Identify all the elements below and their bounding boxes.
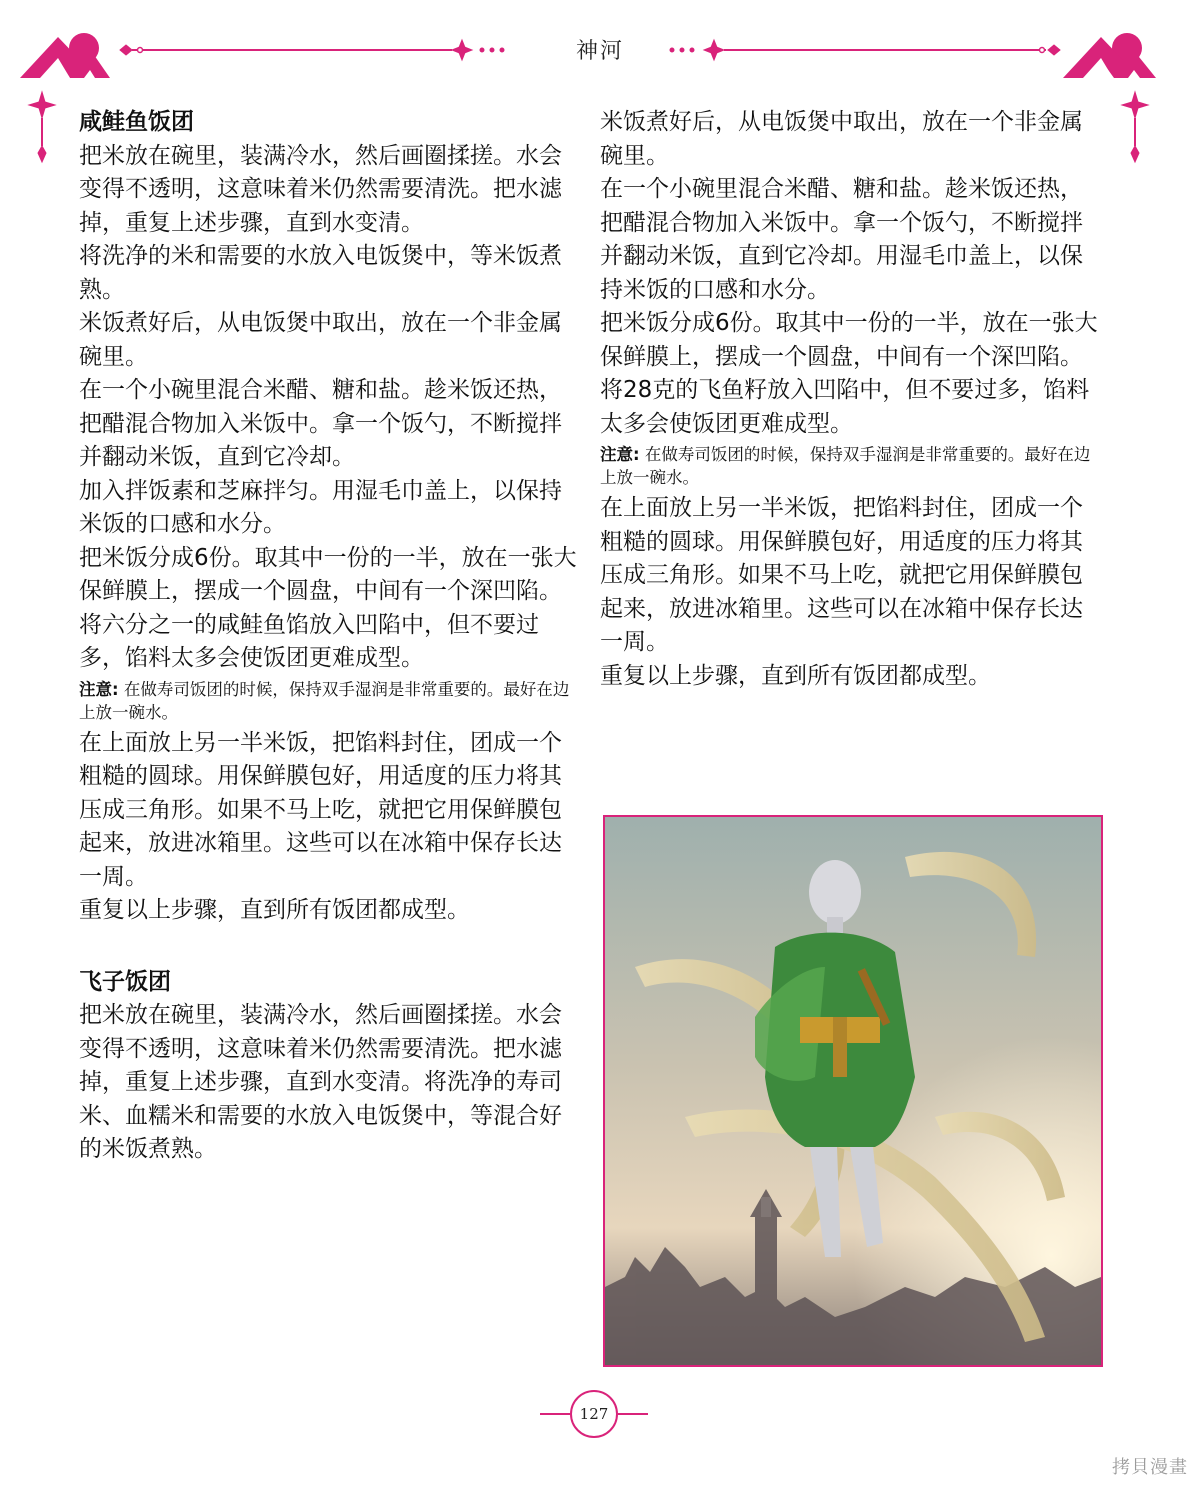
paragraph: 在一个小碗里混合米醋、糖和盐。趁米饭还热，把醋混合物加入米饭中。拿一个饭勺，不断搅拌并翻动米饭，直到它冷却。用湿毛巾盖上，以保持米饭的口感和水分。 <box>600 176 1083 303</box>
sparkle-star-icon-right <box>1122 92 1148 162</box>
note-text: 在做寿司饭团的时候，保持双手湿润是非常重要的。最好在边上放一碗水。 <box>600 445 1091 487</box>
paragraph: 将洗净的米和需要的水放入电饭煲中，等米饭煮熟。 <box>79 243 562 303</box>
paragraph: 重复以上步骤，直到所有饭团都成型。 <box>79 897 470 923</box>
paragraph: 加入拌饭素和芝麻拌匀。用湿毛巾盖上，以保持米饭的口感和水分。 <box>79 477 562 537</box>
paragraph: 在上面放上另一半米饭，把馅料封住，团成一个粗糙的圆球。用保鲜膜包好，用适度的压力将其压成三角形。如果不马上吃，就把它用保鲜膜包起来，放进冰箱里。这些可以在冰箱中保存长达一周。 <box>79 729 562 890</box>
paragraph: 把米放在碗里，装满冷水，然后画圈揉搓。水会变得不透明，这意味着米仍然需要清洗。把水滤掉，重复上述步骤，直到水变清。将洗净的寿司米、血糯米和需要的水放入电饭煲中，等混合好的米饭煮熟。 <box>79 1002 562 1162</box>
watermark: 拷貝漫畫 <box>1112 1457 1188 1478</box>
left-column <box>79 106 579 1167</box>
note-label: 注意: <box>79 679 119 699</box>
recipe-title-tobiko: 飞子饭团 <box>79 968 171 995</box>
note <box>79 678 579 724</box>
page-header-title: 神河 <box>575 39 624 64</box>
page-number: 127 <box>579 1405 609 1423</box>
paragraph: 把米放在碗里，装满冷水，然后画圈揉搓。水会变得不透明，这意味着米仍然需要清洗。把水滤掉，重复上述步骤，直到水变清。 <box>79 142 562 236</box>
paragraph: 把米饭分成6份。取其中一份的一半，放在一张大保鲜膜上，摆成一个圆盘，中间有一个深凹陷。将28克的飞鱼籽放入凹陷中，但不要过多，馅料太多会使饭团更难成型。 <box>600 310 1098 437</box>
right-column <box>600 106 1100 693</box>
paragraph: 把米饭分成6份。取其中一份的一半，放在一张大保鲜膜上，摆成一个圆盘，中间有一个深凹陷。将六分之一的咸鲑鱼馅放入凹陷中，但不要过多，馅料太多会使饭团更难成型。 <box>79 544 577 671</box>
illustration-scene <box>605 817 1101 1365</box>
note-label: 注意: <box>600 445 640 464</box>
paragraph: 在上面放上另一半米饭，把馅料封住，团成一个粗糙的圆球。用保鲜膜包好，用适度的压力将其压成三角形。如果不马上吃，就把它用保鲜膜包起来，放进冰箱里。这些可以在冰箱中保存长达一周。 <box>600 495 1083 655</box>
fantasy-illustration <box>603 815 1103 1367</box>
paragraph: 米饭煮好后，从电饭煲中取出，放在一个非金属碗里。 <box>79 310 562 370</box>
paragraph: 米饭煮好后，从电饭煲中取出，放在一个非金属碗里。 <box>600 109 1083 169</box>
paragraph: 在一个小碗里混合米醋、糖和盐。趁米饭还热，把醋混合物加入米饭中。拿一个饭勺，不断搅拌并翻动米饭，直到它冷却。 <box>79 377 562 470</box>
note <box>600 443 1100 489</box>
paragraph: 重复以上步骤，直到所有饭团都成型。 <box>600 662 991 689</box>
recipe-title-salmon: 咸鲑鱼饭团 <box>79 109 194 135</box>
sparkle-star-icon-left <box>29 92 55 162</box>
note-text: 在做寿司饭团的时候，保持双手湿润是非常重要的。最好在边上放一碗水。 <box>79 679 570 722</box>
